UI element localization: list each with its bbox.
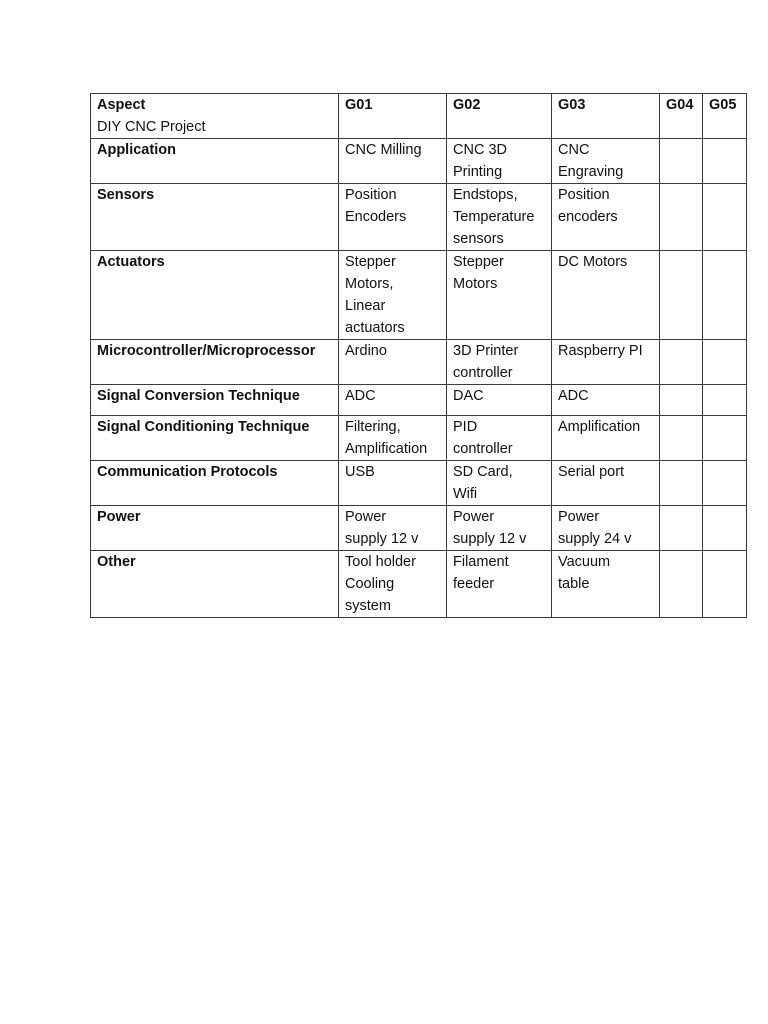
header-aspect-label: Aspect (97, 97, 146, 113)
table-cell-g04 (660, 506, 703, 551)
table-row (91, 461, 747, 506)
row-label-cell: Actuators (91, 251, 339, 340)
table-cell-g01: USB (339, 461, 447, 506)
table-cell-g03: Amplification (552, 416, 660, 461)
table-cell-g04 (660, 551, 703, 618)
table-cell-g02: SD Card, Wifi (447, 461, 552, 506)
table-cell-g01: ADC (339, 385, 447, 416)
table-cell-g04 (660, 385, 703, 416)
table-cell-g05 (703, 416, 747, 461)
table-row (91, 340, 747, 385)
table-cell-g03: CNC Engraving (552, 139, 660, 184)
table-cell-g05 (703, 251, 747, 340)
table-cell-g05 (703, 340, 747, 385)
table-cell-g03: Power supply 24 v (552, 506, 660, 551)
table-row (91, 251, 747, 340)
table-cell-g03: Serial port (552, 461, 660, 506)
table-cell-g01: Stepper Motors, Linear actuators (339, 251, 447, 340)
table-cell-g02: CNC 3D Printing (447, 139, 552, 184)
table-cell-g05 (703, 184, 747, 251)
table-row (91, 551, 747, 618)
table-cell-g05 (703, 551, 747, 618)
table-cell-g04 (660, 461, 703, 506)
row-label-cell: Application (91, 139, 339, 184)
row-label-cell: Power (91, 506, 339, 551)
row-label-cell: Communication Protocols (91, 461, 339, 506)
table-row (91, 385, 747, 416)
table-cell-g02: DAC (447, 385, 552, 416)
header-cell-g05: G05 (703, 94, 747, 139)
table-cell-g03: Position encoders (552, 184, 660, 251)
table-row (91, 139, 747, 184)
table-row (91, 506, 747, 551)
row-label-cell: Signal Conditioning Technique (91, 416, 339, 461)
table-row (91, 184, 747, 251)
table-cell-g02: Filament feeder (447, 551, 552, 618)
table-cell-g02: Endstops, Temperature sensors (447, 184, 552, 251)
table-cell-g04 (660, 251, 703, 340)
table-cell-g04 (660, 340, 703, 385)
header-cell-g02: G02 (447, 94, 552, 139)
table-cell-g05 (703, 461, 747, 506)
header-cell-g03: G03 (552, 94, 660, 139)
table-cell-g03: DC Motors (552, 251, 660, 340)
comparison-table (90, 93, 747, 618)
table-cell-g02: 3D Printer controller (447, 340, 552, 385)
table-cell-g04 (660, 139, 703, 184)
row-label-cell: Microcontroller/Microprocessor (91, 340, 339, 385)
row-label-cell: Other (91, 551, 339, 618)
table-cell-g05 (703, 139, 747, 184)
table-cell-g01: Position Encoders (339, 184, 447, 251)
header-cell-g01: G01 (339, 94, 447, 139)
header-cell-g04: G04 (660, 94, 703, 139)
row-label-cell: Signal Conversion Technique (91, 385, 339, 416)
table-cell-g01: CNC Milling (339, 139, 447, 184)
table-cell-g03: Vacuum table (552, 551, 660, 618)
table-cell-g01: Power supply 12 v (339, 506, 447, 551)
table-cell-g02: PID controller (447, 416, 552, 461)
table-cell-g01: Filtering, Amplification (339, 416, 447, 461)
header-project-label: DIY CNC Project (97, 119, 206, 135)
table-cell-g01: Tool holder Cooling system (339, 551, 447, 618)
table-cell-g03: ADC (552, 385, 660, 416)
table-cell-g04 (660, 416, 703, 461)
table-cell-g05 (703, 385, 747, 416)
table-row (91, 416, 747, 461)
table-cell-g01: Ardino (339, 340, 447, 385)
header-cell-aspect (91, 94, 339, 139)
table-header-row (91, 94, 747, 139)
table-cell-g03: Raspberry PI (552, 340, 660, 385)
table-cell-g02: Stepper Motors (447, 251, 552, 340)
table-cell-g05 (703, 506, 747, 551)
table-cell-g04 (660, 184, 703, 251)
row-label-cell: Sensors (91, 184, 339, 251)
table-cell-g02: Power supply 12 v (447, 506, 552, 551)
